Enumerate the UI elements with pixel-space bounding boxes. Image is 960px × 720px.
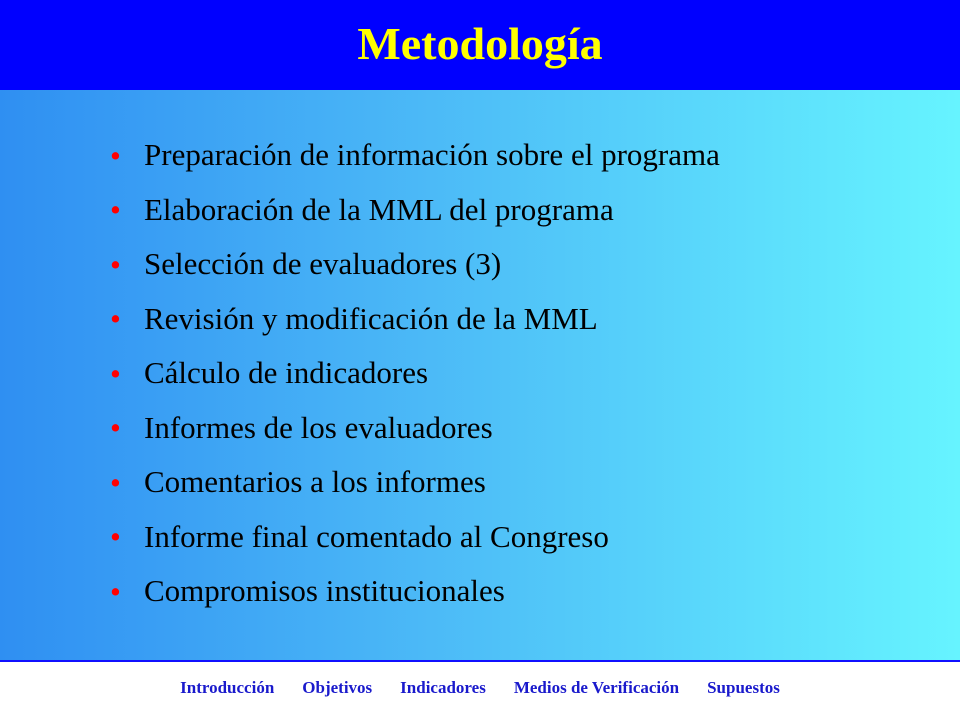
- bullet-dot-icon: •: [110, 519, 121, 555]
- bullet-text: Preparación de información sobre el programa: [144, 137, 720, 173]
- bullet-dot-icon: •: [110, 301, 121, 337]
- bullet-text: Selección de evaluadores (3): [144, 246, 502, 282]
- bullet-item-evaluator-selection: [110, 237, 720, 292]
- bullet-text: Revisión y modificación de la MML: [144, 300, 598, 336]
- nav-link-supuestos[interactable]: Supuestos: [707, 678, 780, 697]
- bullet-text: Informe final comentado al Congreso: [144, 518, 609, 554]
- methodology-bullet-list: [110, 128, 720, 619]
- bullet-dot-icon: •: [110, 464, 121, 500]
- bullet-text: Elaboración de la MML del programa: [144, 191, 614, 227]
- bullet-item-institutional-commitments: [110, 564, 720, 619]
- bullet-item-report-comments: [110, 455, 720, 510]
- slide-title: Metodología: [357, 18, 603, 69]
- bullet-item-evaluator-reports: [110, 401, 720, 456]
- bullet-dot-icon: •: [110, 246, 121, 282]
- bullet-dot-icon: •: [110, 410, 121, 446]
- nav-link-introduccion[interactable]: Introducción: [180, 678, 275, 697]
- bullet-item-preparation: [110, 128, 720, 183]
- bullet-dot-icon: •: [110, 573, 121, 609]
- title-bar: [0, 0, 960, 90]
- nav-link-indicadores[interactable]: Indicadores: [400, 678, 486, 697]
- navigation-bar: [0, 660, 960, 720]
- bullet-item-mml-review: [110, 292, 720, 347]
- bullet-dot-icon: •: [110, 355, 121, 391]
- nav-link-medios-verificacion[interactable]: Medios de Verificación: [513, 678, 680, 697]
- bullet-text: Compromisos institucionales: [144, 573, 505, 609]
- bullet-dot-icon: •: [110, 192, 121, 228]
- bullet-text: Cálculo de indicadores: [144, 355, 429, 391]
- bullet-dot-icon: •: [110, 137, 121, 173]
- nav-link-objetivos[interactable]: Objetivos: [302, 678, 373, 697]
- bullet-text: Comentarios a los informes: [144, 464, 486, 500]
- bullet-item-mml-elaboration: [110, 183, 720, 238]
- bullet-item-final-report: [110, 510, 720, 565]
- bullet-text: Informes de los evaluadores: [144, 409, 493, 445]
- bullet-item-indicator-calculation: [110, 346, 720, 401]
- navigation-links: [0, 678, 960, 698]
